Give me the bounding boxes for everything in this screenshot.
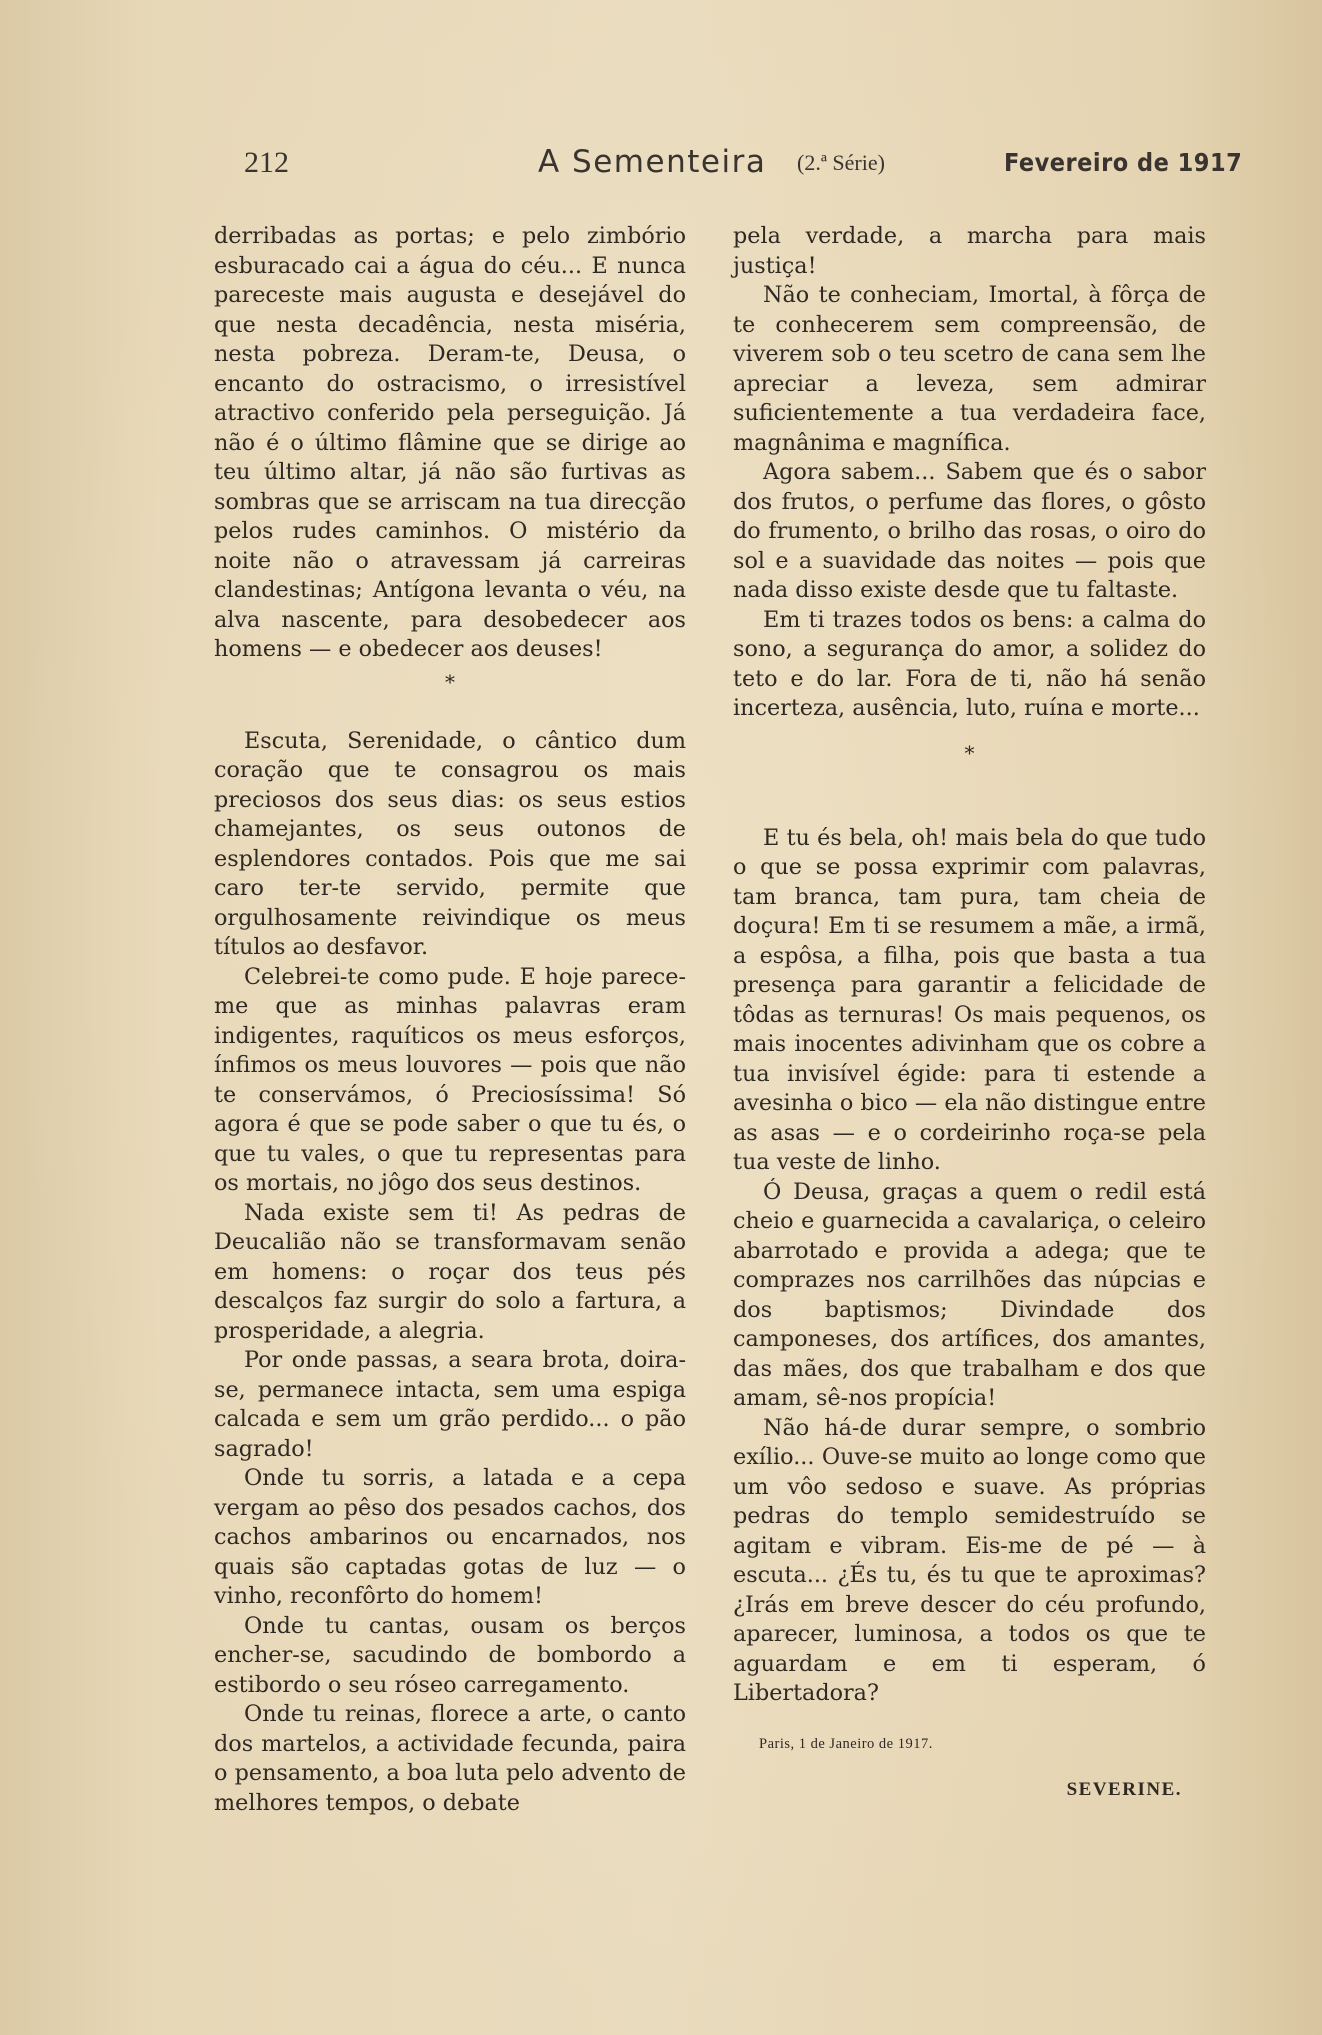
paragraph: Em ti trazes todos os bens: a calma do sono, a segurança do amor, a solidez do teto e do lar. Fora de ti, não há senão incerteza, ausência, luto, ruína e morte... — [733, 606, 1206, 721]
paragraph: Celebrei-te como pude. E hoje parece-me que as minhas palavras eram indigentes, raquíticos os meus esforços, ínfimos os meus louvores — pois que não te conservámos, ó Preciosíssima! Só agora é que se pode saber o que tu és, o que tu vales, o que tu representas para os mortais, no jôgo dos seus destinos. — [214, 963, 686, 1196]
section-asterisk: * — [964, 740, 975, 765]
paragraph: Onde tu cantas, ousam os berços encher-se, sacudindo de bombordo a estibordo o seu róseo carregamento. — [214, 1612, 686, 1698]
running-head — [0, 146, 1322, 186]
paragraph: Onde tu reinas, florece a arte, o canto dos martelos, a actividade fecunda, paira o pensamento, a boa luta pelo advento de melhores tempos, o debate — [214, 1701, 686, 1816]
paragraph: Não há-de durar sempre, o sombrio exílio... Ouve-se muito ao longe como que um vôo sedoso e suave. As próprias pedras do templo semidestruído se agitam e vibram. Eis-me de pé — à escuta... ¿És tu, és tu que te aproximas? ¿Irás em breve descer do céu profundo, aparecer, luminosa, a todos os que te aguardam e em ti esperam, ó Libertadora? — [733, 1414, 1206, 1706]
paragraph: E tu és bela, oh! mais bela do que tudo o que se possa exprimir com palavras, tam branca, tam pura, tam cheia de doçura! Em ti se resumem a mãe, a irmã, a espôsa, a filha, pois que basta a tua presença para garantir a felicidade de tôdas as ternuras! Os mais pequenos, os mais inocentes adivinham que os cobre a tua invisível égide: para ti estende a avesinha o bico — ela não distingue entre as asas — e o cordeirinho roça-se pela tua veste de linho. — [733, 824, 1206, 1175]
section-asterisk: * — [445, 669, 455, 694]
author-signature: SEVERINE. — [1066, 1778, 1182, 1800]
paragraph: Por onde passas, a seara brota, doira-se, permanece intacta, sem uma espiga calcada e sem um grão perdido... o pão sagrado! — [214, 1347, 686, 1462]
paragraph: derribadas as portas; e pelo zimbório esburacado cai a água do céu... E nunca pareceste mais augusta e desejável do que nesta decadência, nesta miséria, nesta pobreza. Deram-te, Deusa, o encanto do ostracismo, o irresistível atractivo conferido pela perseguição. Já não é o último flâmine que se dirige ao teu último altar, já não são furtivas as sombras que se arriscam na tua direcção pelos rudes caminhos. O mistério da noite não o atravessam já carreiras clandestinas; Antígona levanta o véu, na alva nascente, para desobedecer aos homens — e obedecer aos deuses! — [214, 223, 686, 662]
paragraph: Nada existe sem ti! As pedras de Deucalião não se transformavam senão em homens: o roçar dos teus pés descalços faz surgir do solo a fartura, a prosperidade, a alegria. — [214, 1199, 686, 1344]
right-column — [733, 222, 1206, 1804]
issue-date: Fevereiro de 1917 — [1004, 148, 1243, 177]
paragraph: Onde tu sorris, a latada e a cepa vergam ao pêso dos pesados cachos, dos cachos ambarinos ou encarnados, nos quais são captadas gotas de luz — o vinho, reconfôrto do homem! — [214, 1465, 686, 1609]
journal-title: A Sementeira — [538, 144, 767, 180]
left-column — [214, 222, 686, 1818]
paragraph: Não te conheciam, Imortal, à fôrça de te conhecerem sem compreensão, de viverem sob o teu scetro de cana sem lhe apreciar a leveza, sem admirar suficientemente a tua verdadeira face, magnânima e magnífica. — [733, 282, 1206, 456]
paragraph: Agora sabem... Sabem que és o sabor dos frutos, o perfume das flores, o gôsto do frumento, o brilho das rosas, o oiro do sol e a suavidade das noites — pois que nada disso existe desde que tu faltaste. — [733, 459, 1206, 603]
paragraph: pela verdade, a marcha para mais justiça! — [733, 223, 1206, 279]
dateline: Paris, 1 de Janeiro de 1917. — [759, 1735, 933, 1752]
paragraph: Ó Deusa, graças a quem o redil está cheio e guarnecida a cavalariça, o celeiro abarrotado e provida a adega; que te comprazes nos carrilhões das núpcias e dos baptismos; Divindade dos camponeses, dos artífices, dos amantes, das mães, dos que trabalham e dos que amam, sê-nos propícia! — [733, 1178, 1206, 1411]
page-number: 212 — [244, 146, 289, 179]
paragraph: Escuta, Serenidade, o cântico dum coração que te consagrou os mais preciosos dos seus dias: os seus estios chamejantes, os seus outonos de esplendores contados. Pois que me sai caro ter-te servido, permite que orgulhosamente reivindique os meus títulos ao desfavor. — [214, 727, 686, 960]
series-label: (2.ª Série) — [797, 150, 885, 175]
